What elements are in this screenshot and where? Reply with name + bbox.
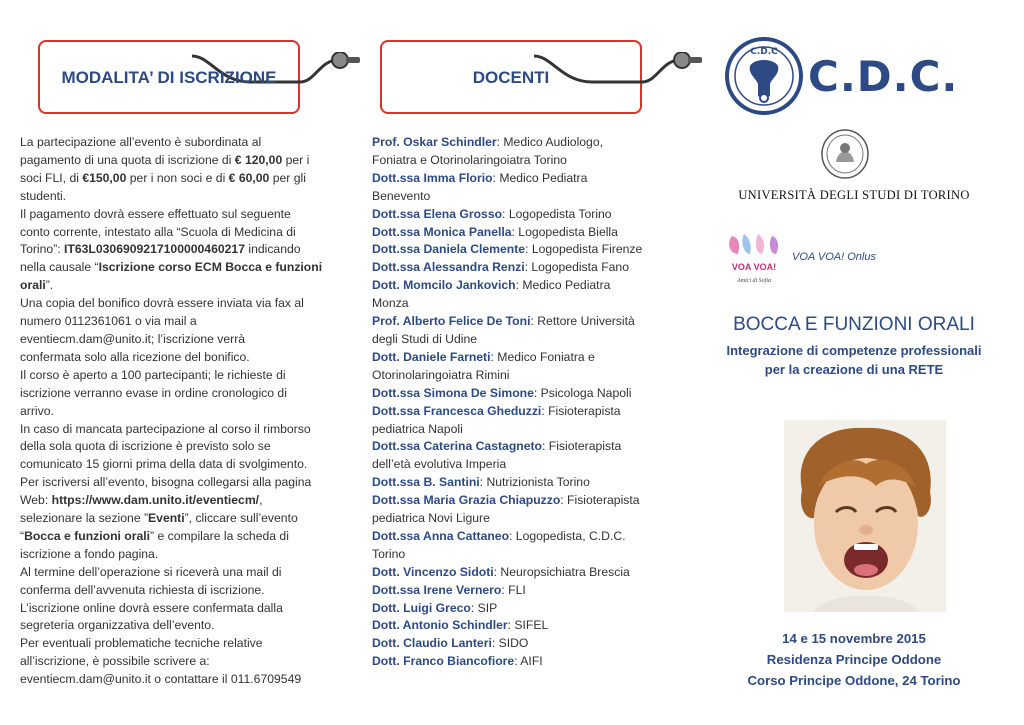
- text-segment: nella causale “: [20, 260, 99, 275]
- text-segment: : SIDO: [491, 636, 529, 651]
- registration-line: [20, 277, 340, 295]
- registration-line: [20, 134, 340, 152]
- text-segment: : Fisioterapista: [542, 439, 622, 454]
- teacher-name: Dott. Daniele Farneti: [372, 349, 491, 364]
- registration-column: [0, 0, 342, 725]
- registration-line: [20, 331, 340, 349]
- bold-text: € 60,00: [228, 170, 270, 185]
- subtitle-line-1: Integrazione di competenze professionali: [726, 343, 982, 358]
- text-segment: dell’età evolutiva Imperia: [372, 457, 507, 472]
- text-segment: confermata solo alla ricezione del bonifico.: [20, 349, 250, 364]
- bold-text: IT63L0306909217100000460217: [64, 242, 245, 257]
- registration-line: [20, 241, 340, 259]
- teacher-name: Dott. Franco Biancofiore: [372, 654, 515, 669]
- teacher-line: [372, 206, 672, 224]
- teacher-name: Dott.ssa Elena Grosso: [372, 206, 503, 221]
- registration-line: [20, 546, 340, 564]
- text-segment: : Fisioterapista: [560, 493, 640, 508]
- registration-line: [20, 510, 340, 528]
- text-segment: : Neuropsichiatra Brescia: [493, 564, 630, 579]
- registration-line: [20, 385, 340, 403]
- registration-header-box: [38, 40, 300, 114]
- teacher-name: Prof. Alberto Felice De Toni: [372, 314, 531, 329]
- teacher-name: Dott.ssa Daniela Clemente: [372, 242, 526, 257]
- registration-line: [20, 259, 340, 277]
- text-segment: all’iscrizione, è possibile scrivere a:: [20, 654, 210, 669]
- teacher-line: [372, 224, 672, 242]
- teacher-name: Dott.ssa Maria Grazia Chiapuzzo: [372, 493, 561, 508]
- teacher-line: [372, 421, 672, 439]
- text-segment: eventiecm.dam@unito.it; l’iscrizione verrà: [20, 331, 246, 346]
- text-segment: conferma dell’avvenuta richiesta di iscrizione.: [20, 582, 265, 597]
- teacher-line: [372, 385, 672, 403]
- text-segment: conto corrente, intestato alla “Scuola di Medicina di: [20, 224, 296, 239]
- teacher-line: [372, 617, 672, 635]
- teacher-line: [372, 241, 672, 259]
- university-name: UNIVERSITÀ DEGLI STUDI DI TORINO: [738, 188, 970, 202]
- text-segment: : Psicologa Napoli: [533, 385, 632, 400]
- registration-line: [20, 170, 340, 188]
- registration-line: [20, 582, 340, 600]
- teacher-name: Dott. Antonio Schindler: [372, 618, 508, 633]
- registration-line: [20, 152, 340, 170]
- registration-line: [20, 492, 340, 510]
- event-info: [684, 628, 1024, 691]
- text-segment: iscrizione verranno evase in ordine cronologico di: [20, 385, 287, 400]
- text-segment: : Logopedista Torino: [502, 206, 612, 221]
- teacher-line: [372, 492, 672, 510]
- teachers-column: [342, 0, 684, 725]
- text-segment: della sola quota di iscrizione è previsto solo se: [20, 439, 271, 454]
- voa-voa-logo: [726, 230, 782, 288]
- teacher-line: [372, 600, 672, 618]
- teacher-line: [372, 367, 672, 385]
- text-segment: pediatrica Novi Ligure: [372, 511, 490, 526]
- voa-logo-subtitle: Amici di Sofia: [737, 278, 771, 284]
- text-segment: L’iscrizione online dovrà essere confermata dalla: [20, 600, 283, 615]
- teacher-name: Dott.ssa Irene Vernero: [372, 582, 502, 597]
- text-segment: Il pagamento dovrà essere effettuato sul seguente: [20, 206, 291, 221]
- text-segment: indicando: [244, 242, 301, 257]
- text-segment: numero 0112361061 o via mail a: [20, 314, 197, 329]
- registration-line: [20, 188, 340, 206]
- teacher-name: Dott. Vincenzo Sidoti: [372, 564, 494, 579]
- teacher-line: [372, 528, 672, 546]
- teacher-line: [372, 474, 672, 492]
- teacher-line: [372, 349, 672, 367]
- registration-line: [20, 403, 340, 421]
- teacher-line: [372, 456, 672, 474]
- teacher-name: Dott.ssa Monica Panella: [372, 224, 512, 239]
- cdc-emblem-icon: [724, 36, 804, 116]
- text-segment: : Logopedista Firenze: [525, 242, 643, 257]
- teacher-line: [372, 134, 672, 152]
- text-segment: soci FLI, di: [20, 170, 83, 185]
- voa-voa-butterflies-icon: [726, 230, 782, 288]
- text-segment: : FLI: [501, 582, 526, 597]
- teacher-line: [372, 403, 672, 421]
- text-segment: : Logopedista, C.D.C.: [509, 528, 626, 543]
- teacher-name: Dott.ssa B. Santini: [372, 475, 480, 490]
- voa-logo-text: VOA VOA!: [731, 262, 777, 272]
- registration-title: MODALITA’ DI ISCRIZIONE: [61, 68, 277, 87]
- teacher-line: [372, 653, 672, 671]
- text-segment: In caso di mancata partecipazione al corso il rimborso: [20, 421, 311, 436]
- text-segment: : Logopedista Biella: [511, 224, 618, 239]
- text-segment: Monza: [372, 296, 409, 311]
- cdc-seal-text: C.D.C: [750, 47, 778, 57]
- text-segment: Foniatra e Otorinolaringoiatra Torino: [372, 152, 567, 167]
- event-address: Corso Principe Oddone, 24 Torino: [747, 673, 961, 688]
- text-segment: : Logopedista Fano: [524, 260, 629, 275]
- bold-text: €150,00: [82, 170, 127, 185]
- teacher-name: Dott. Claudio Lanteri: [372, 636, 492, 651]
- text-segment: : SIP: [470, 600, 498, 615]
- teacher-name: Dott.ssa Caterina Castagneto: [372, 439, 542, 454]
- text-segment: studenti.: [20, 188, 67, 203]
- teacher-name: Dott.ssa Simona De Simone: [372, 385, 534, 400]
- registration-line: [20, 653, 340, 671]
- text-segment: : SIFEL: [507, 618, 549, 633]
- text-segment: : Medico Pediatra: [515, 278, 611, 293]
- bold-text: Bocca e funzioni orali: [24, 528, 151, 543]
- teacher-line: [372, 170, 672, 188]
- text-segment: Una copia del bonifico dovrà essere inviata via fax al: [20, 296, 304, 311]
- text-segment: per gli: [269, 170, 306, 185]
- text-segment: pediatrica Napoli: [372, 421, 463, 436]
- registration-line: [20, 421, 340, 439]
- teacher-name: Dott. Luigi Greco: [372, 600, 471, 615]
- teacher-line: [372, 277, 672, 295]
- text-segment: Il corso è aperto a 100 partecipanti; le richieste di: [20, 367, 286, 382]
- teacher-line: [372, 188, 672, 206]
- bold-text: orali: [20, 278, 46, 293]
- registration-line: [20, 224, 340, 242]
- text-segment: selezionare la sezione ”: [20, 511, 149, 526]
- text-segment: pagamento di una quota di iscrizione di: [20, 152, 235, 167]
- text-segment: Per eventuali problematiche tecniche relative: [20, 636, 263, 651]
- registration-line: [20, 564, 340, 582]
- teacher-name: Dott. Momcilo Jankovich: [372, 278, 516, 293]
- event-title: BOCCA E FUNZIONI ORALI: [733, 314, 975, 335]
- text-segment: : Fisioterapista: [541, 403, 621, 418]
- registration-line: [20, 367, 340, 385]
- teachers-list: [372, 134, 672, 671]
- cdc-logo-text: C.D.C.: [808, 52, 959, 101]
- teacher-line: [372, 438, 672, 456]
- text-segment: : Medico Foniatra e: [490, 349, 595, 364]
- teacher-line: [372, 313, 672, 331]
- text-segment: “: [20, 528, 25, 543]
- cover-column: [684, 0, 1024, 725]
- registration-text: [20, 134, 340, 689]
- teacher-line: [372, 331, 672, 349]
- registration-line: [20, 313, 340, 331]
- text-segment: per i: [282, 152, 310, 167]
- registration-line: [20, 617, 340, 635]
- bold-text: Eventi: [148, 511, 185, 526]
- bold-text: https://www.dam.unito.it/eventiecm/: [51, 493, 260, 508]
- university-seal-icon: [820, 128, 870, 180]
- teacher-line: [372, 564, 672, 582]
- teacher-name: Dott.ssa Imma Florio: [372, 170, 493, 185]
- teacher-name: Dott.ssa Alessandra Renzi: [372, 260, 525, 275]
- teacher-line: [372, 259, 672, 277]
- teacher-line: [372, 582, 672, 600]
- text-segment: iscrizione a fondo pagina.: [20, 546, 159, 561]
- text-segment: ,: [259, 493, 263, 508]
- text-segment: ”, cliccare sull’evento: [184, 511, 298, 526]
- text-segment: ”.: [45, 278, 54, 293]
- text-segment: per i non soci e di: [126, 170, 229, 185]
- text-segment: Web:: [20, 493, 52, 508]
- text-segment: Benevento: [372, 188, 431, 203]
- text-segment: : Nutrizionista Torino: [479, 475, 590, 490]
- teacher-line: [372, 295, 672, 313]
- text-segment: arrivo.: [20, 403, 54, 418]
- registration-line: [20, 635, 340, 653]
- text-segment: eventiecm.dam@unito.it o contattare il 011.6709549: [20, 672, 302, 687]
- teacher-name: Dott.ssa Anna Cattaneo: [372, 528, 510, 543]
- registration-line: [20, 474, 340, 492]
- event-date: 14 e 15 novembre 2015: [782, 631, 926, 646]
- text-segment: comunicato 15 giorni prima della data di svolgimento.: [20, 457, 308, 472]
- teacher-line: [372, 635, 672, 653]
- text-segment: Torino: [372, 546, 406, 561]
- event-subtitle: [684, 341, 1024, 379]
- teacher-line: [372, 510, 672, 528]
- teachers-header-box: [380, 40, 642, 114]
- voa-caption: VOA VOA! Onlus: [792, 251, 876, 263]
- text-segment: : Medico Audiologo,: [496, 135, 603, 149]
- teachers-title: DOCENTI: [472, 68, 550, 87]
- bold-text: € 120,00: [234, 152, 283, 167]
- teacher-line: [372, 152, 672, 170]
- registration-line: [20, 528, 340, 546]
- registration-line: [20, 438, 340, 456]
- registration-line: [20, 456, 340, 474]
- text-segment: : Rettore Università: [530, 314, 635, 329]
- text-segment: segreteria organizzativa dell’evento.: [20, 618, 215, 633]
- text-segment: degli Studi di Udine: [372, 331, 478, 346]
- text-segment: : Medico Pediatra: [492, 170, 588, 185]
- text-segment: Otorinolaringoiatra Rimini: [372, 367, 510, 382]
- registration-line: [20, 600, 340, 618]
- text-segment: ” e compilare la scheda di: [150, 528, 289, 543]
- registration-line: [20, 206, 340, 224]
- bold-text: Iscrizione corso ECM Bocca e funzioni: [98, 260, 323, 275]
- teacher-name: Prof. Oskar Schindler: [372, 135, 497, 149]
- child-photo: [784, 420, 946, 612]
- teacher-name: Dott.ssa Francesca Gheduzzi: [372, 403, 542, 418]
- event-venue: Residenza Principe Oddone: [766, 652, 942, 667]
- text-segment: Per iscriversi all’evento, bisogna collegarsi alla pagina: [20, 475, 312, 490]
- text-segment: La partecipazione all’evento è subordinata al: [20, 135, 262, 149]
- teacher-line: [372, 546, 672, 564]
- registration-line: [20, 349, 340, 367]
- registration-line: [20, 295, 340, 313]
- text-segment: Al termine dell’operazione si riceverà una mail di: [20, 564, 282, 579]
- text-segment: : AIFI: [514, 654, 543, 669]
- subtitle-line-2: per la creazione di una RETE: [764, 362, 944, 377]
- registration-line: [20, 671, 340, 689]
- text-segment: Torino”:: [20, 242, 65, 257]
